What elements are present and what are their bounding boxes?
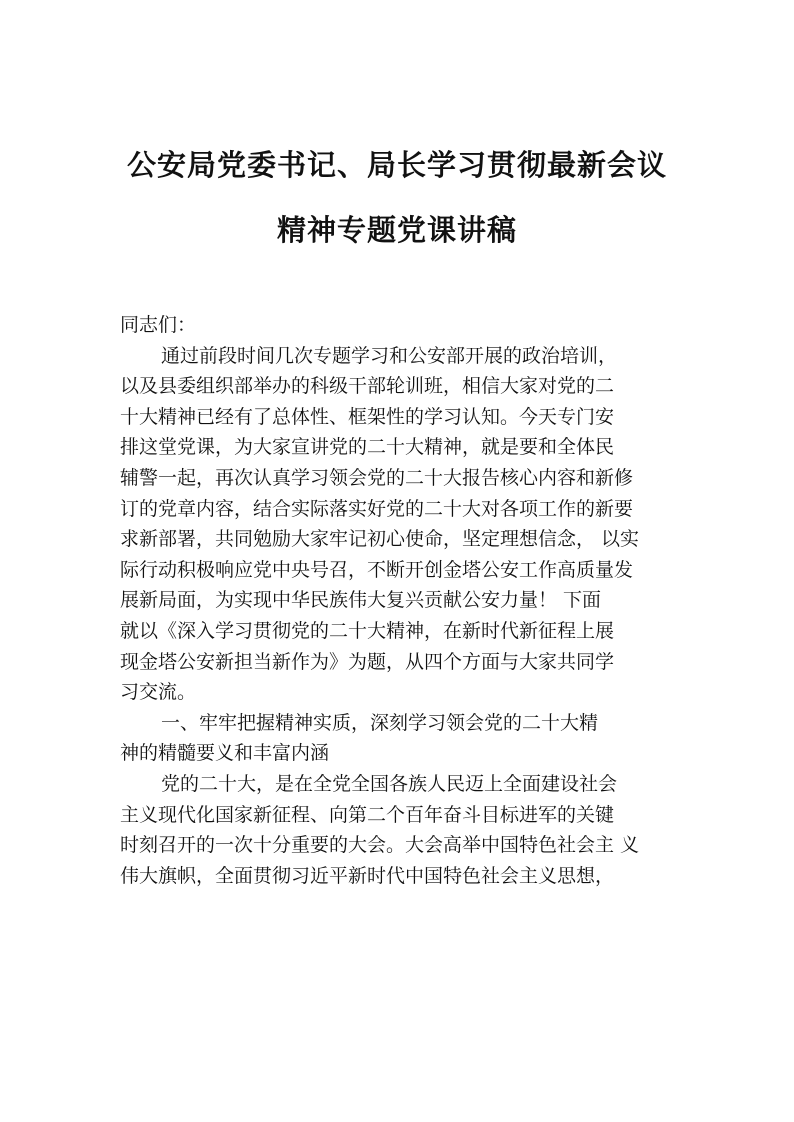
body-line: 际行动积极响应党中央号召，不断开创金塔公安工作高质量发 [120, 558, 634, 581]
body-line: 十大精神已经有了总体性、框架性的学习认知。今天专门安 [120, 405, 615, 428]
body-line: 主义现代化国家新征程、向第二个百年奋斗目标进军的关键 [120, 803, 615, 826]
salutation: 同志们： [120, 314, 197, 336]
body-line: 展新局面，为实现中华民族伟大复兴贡献公安力量！ 下面 [120, 589, 602, 612]
body-line: 订的党章内容，结合实际落实好党的二十大对各项工作的新要 [120, 497, 634, 520]
body-line: 现金塔公安新担当新作为》为题，从四个方面与大家共同学 [120, 650, 615, 673]
document-body [120, 310, 690, 891]
document-title-line-1: 公安局党委书记、局长学习贯彻最新会议 [126, 148, 667, 182]
body-line: 伟大旗帜，全面贯彻习近平新时代中国特色社会主义思想， [120, 864, 615, 887]
body-line: 通过前段时间几次专题学习和公安部开展的政治培训， [161, 344, 618, 367]
section-heading-line: 神的精髓要义和丰富内涵 [120, 742, 330, 765]
section-heading-line: 一、牢牢把握精神实质，深刻学习领会党的二十大精 [161, 711, 599, 734]
body-line: 以及县委组织部举办的科级干部轮训班，相信大家对党的二 [120, 375, 615, 398]
body-line: 就以《深入学习贯彻党的二十大精神，在新时代新征程上展 [120, 619, 615, 642]
body-line: 习交流。 [120, 681, 197, 704]
document-title-line-2: 精神专题党课讲稿 [276, 213, 517, 247]
body-line: 辅警一起，再次认真学习领会党的二十大报告核心内容和新修 [120, 466, 634, 489]
body-line: 排这堂党课，为大家宣讲党的二十大精神，就是要和全体民 [120, 436, 615, 459]
body-line: 求新部署，共同勉励大家牢记初心使命，坚定理想信念， 以实 [120, 528, 640, 551]
body-line: 党的二十大，是在全党全国各族人民迈上全面建设社会 [161, 772, 618, 795]
body-line: 时刻召开的一次十分重要的大会。大会高举中国特色社会主 义 [120, 834, 640, 857]
